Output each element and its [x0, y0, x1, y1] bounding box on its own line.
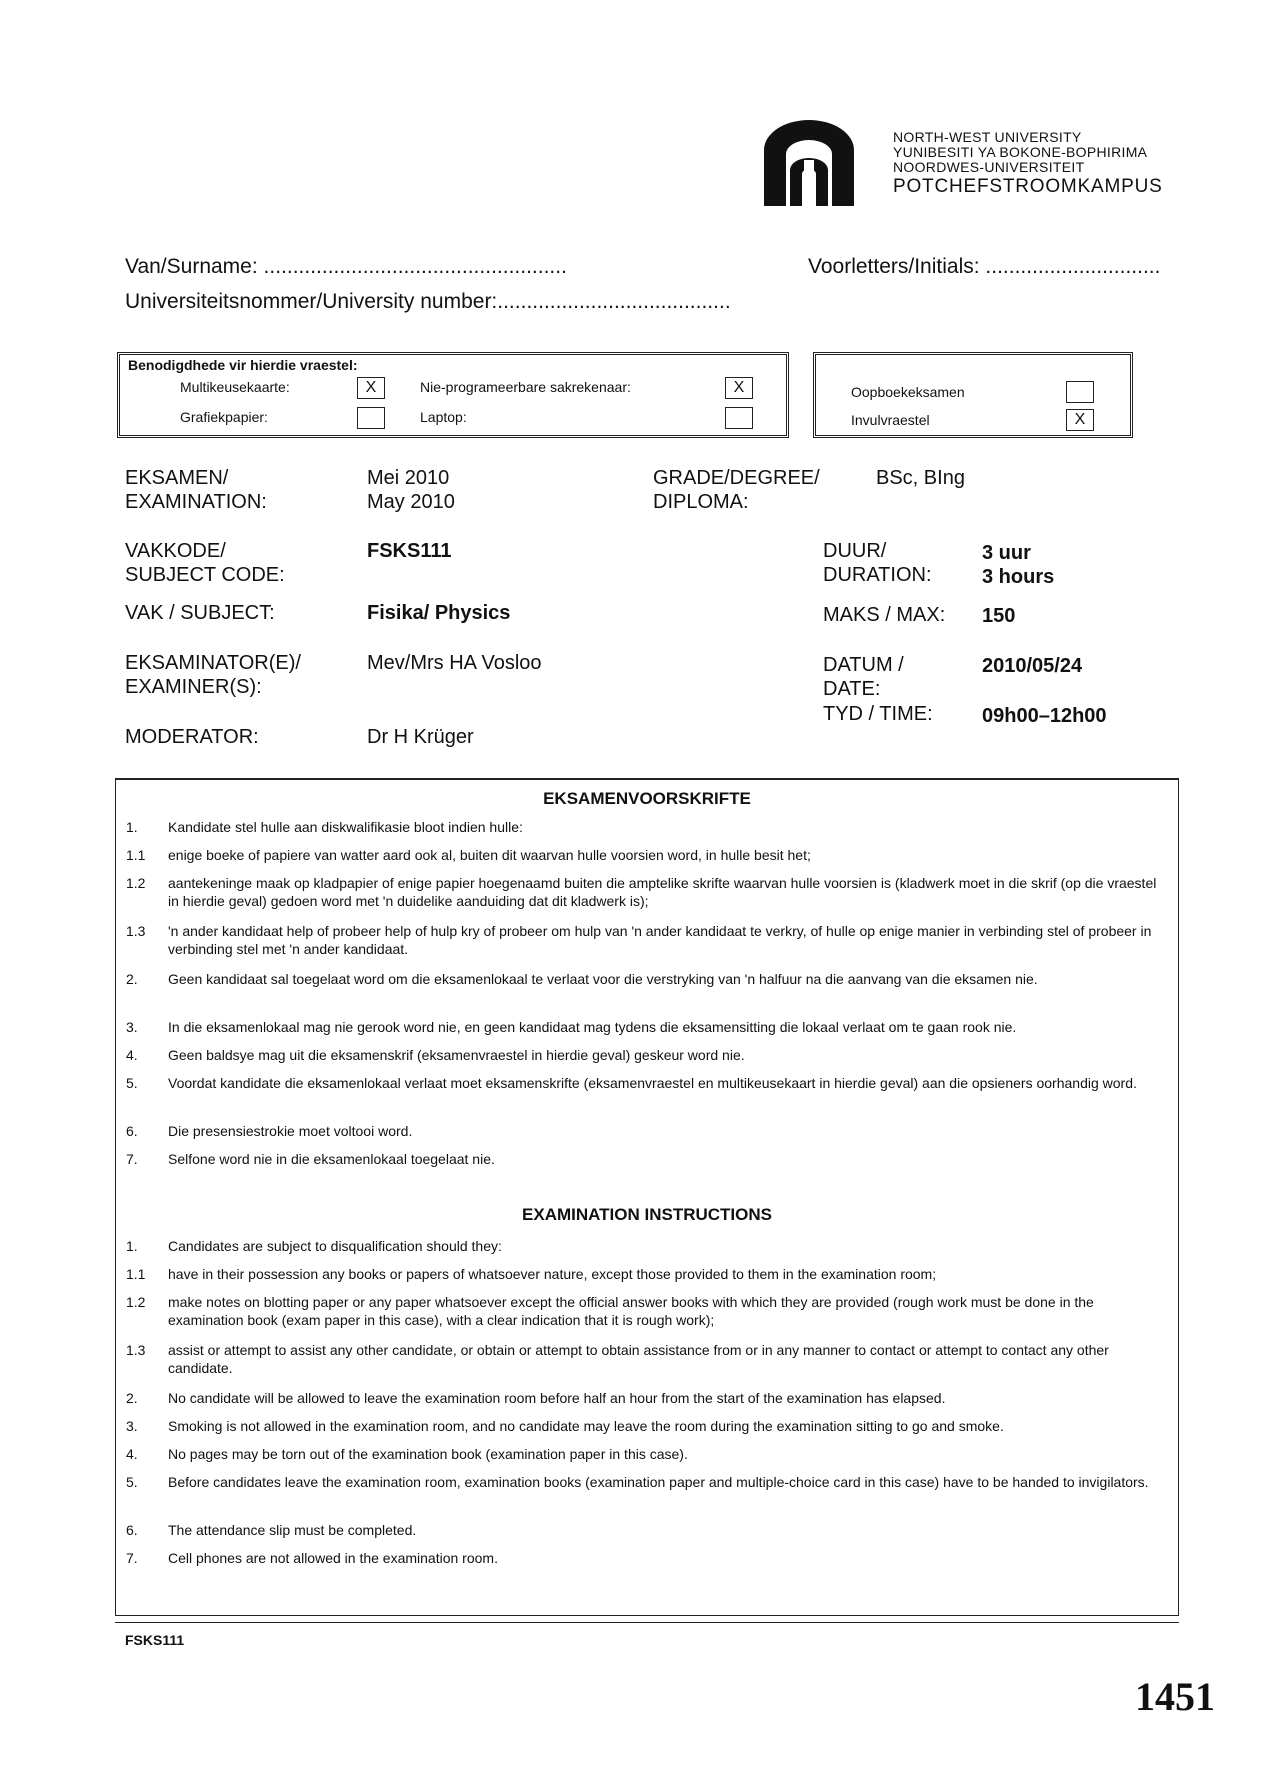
af-instruction-text: aantekeninge maak op kladpapier of enige papier hoegenaamd buiten die amptelike skrifte waarvan hulle voorsien is (kladwerk moet in die skrif (op die vraestel in hierdie geval) gedoen word met 'n duidelike aanduiding dat dit kladwerk is);	[168, 875, 1157, 909]
grade-label: GRADE/DEGREE/ DIPLOMA:	[653, 467, 820, 513]
en-instruction-text: No candidate will be allowed to leave the examination room before half an hour from the start of the examination has elapsed.	[168, 1390, 946, 1406]
af-instruction-text: Kandidate stel hulle aan diskwalifikasie bloot indien hulle:	[168, 819, 523, 835]
en-instruction-item	[126, 1341, 1166, 1377]
af-instruction-num: 6.	[126, 1123, 138, 1139]
af-instruction-item	[126, 922, 1166, 958]
en-instruction-text: Smoking is not allowed in the examination room, and no candidate may leave the room during the examination sitting to go and smoke.	[168, 1418, 1004, 1434]
english-instructions-title: EXAMINATION INSTRUCTIONS	[522, 1205, 772, 1224]
subject-code-label: VAKKODE/ SUBJECT CODE:	[125, 540, 285, 586]
en-instruction-item	[126, 1445, 1166, 1463]
af-instruction-text: enige boeke of papiere van watter aard ook al, buiten dit waarvan hulle voorsien word, in hulle besit het;	[168, 847, 811, 863]
af-instruction-num: 7.	[126, 1151, 138, 1167]
req-label-calculator: Nie-programeerbare sakrekenaar:	[420, 379, 631, 395]
af-instruction-num: 1.1	[126, 847, 146, 863]
af-instruction-num: 4.	[126, 1047, 138, 1063]
duration-label: DUUR/ DURATION:	[823, 540, 932, 586]
en-instruction-item	[126, 1521, 1166, 1539]
en-instruction-num: 1.	[126, 1238, 138, 1254]
time-value: 09h00–12h00	[982, 705, 1107, 727]
en-instruction-num: 4.	[126, 1446, 138, 1462]
af-instruction-item	[126, 1122, 1166, 1140]
req-label-graph-paper: Grafiekpapier:	[180, 409, 268, 425]
en-instruction-text: No pages may be torn out of the examination book (examination paper in this case).	[168, 1446, 688, 1462]
moderator-value: Dr H Krüger	[367, 726, 474, 748]
exam-type-label-fill-in: Invulvraestel	[851, 412, 930, 428]
req-checkbox-calculator[interactable]: X	[725, 377, 753, 399]
af-instruction-text: Geen kandidaat sal toegelaat word om die eksamenlokaal te verlaat voor die verstryking van 'n halfuur na die aanvang van die eksamen nie.	[168, 971, 1038, 987]
en-instruction-num: 3.	[126, 1418, 138, 1434]
af-instruction-item	[126, 1018, 1166, 1036]
en-instruction-text: Cell phones are not allowed in the examination room.	[168, 1550, 498, 1566]
en-instruction-text: Candidates are subject to disqualification should they:	[168, 1238, 502, 1254]
af-instruction-num: 3.	[126, 1019, 138, 1035]
en-instruction-item	[126, 1293, 1166, 1329]
en-instruction-item	[126, 1265, 1166, 1283]
af-instruction-item	[126, 874, 1166, 910]
af-instruction-text: Voordat kandidate die eksamenlokaal verlaat moet eksamenskrifte (eksamenvraestel en multikeusekaart in hierdie geval) aan die opsieners oorhandig word.	[168, 1075, 1137, 1091]
en-instruction-num: 6.	[126, 1522, 138, 1538]
exam-value: Mei 2010 May 2010	[367, 467, 455, 513]
af-instruction-num: 1.2	[126, 875, 146, 891]
subject-code-value: FSKS111	[367, 540, 452, 562]
examiner-value: Mev/Mrs HA Vosloo	[367, 652, 542, 674]
en-instruction-text: make notes on blotting paper or any paper whatsoever except the official answer books with which they are provided (rough work must be done in the examination book (exam paper in this case), with a clear indication that it is rough work);	[168, 1294, 1094, 1328]
requirements-box	[117, 352, 789, 438]
exam-type-box	[813, 352, 1133, 438]
subject-label: VAK / SUBJECT:	[125, 602, 275, 624]
exam-type-label-open-book: Oopboekeksamen	[851, 384, 965, 400]
en-instruction-text: Before candidates leave the examination room, examination books (examination paper and multiple-choice card in this case) have to be handed to invigilators.	[168, 1474, 1149, 1490]
af-instruction-text: Selfone word nie in die eksamenlokaal toegelaat nie.	[168, 1151, 495, 1167]
university-name-af: NOORDWES-UNIVERSITEIT	[893, 159, 1085, 175]
exam-type-checkbox-fill-in[interactable]: X	[1066, 409, 1094, 431]
en-instruction-item	[126, 1389, 1166, 1407]
university-name-en: NORTH-WEST UNIVERSITY	[893, 129, 1082, 145]
en-instruction-item	[126, 1237, 1166, 1255]
af-instruction-item	[126, 818, 1166, 836]
surname-field[interactable]: Van/Surname: ....................................................	[125, 255, 567, 278]
en-instruction-text: assist or attempt to assist any other candidate, or obtain or attempt to obtain assistance from or in any manner to contact or attempt to contact any other candidate.	[168, 1342, 1109, 1376]
en-instruction-num: 1.3	[126, 1342, 146, 1358]
max-label: MAKS / MAX:	[823, 604, 946, 626]
footer-divider	[115, 1622, 1179, 1623]
duration-value: 3 uur 3 hours	[982, 542, 1055, 588]
en-instruction-item	[126, 1549, 1166, 1567]
af-instruction-text: In die eksamenlokaal mag nie gerook word nie, en geen kandidaat mag tydens die eksamensitting die lokaal verlaat om te gaan rook nie.	[168, 1019, 1017, 1035]
af-instruction-item	[126, 1150, 1166, 1168]
requirements-title: Benodigdhede vir hierdie vraestel:	[128, 357, 358, 373]
en-instruction-num: 7.	[126, 1550, 138, 1566]
subject-value: Fisika/ Physics	[367, 602, 511, 624]
en-instruction-num: 1.2	[126, 1294, 146, 1310]
grade-value: BSc, BIng	[876, 467, 965, 489]
time-label: TYD / TIME:	[823, 703, 933, 725]
af-instruction-item	[126, 970, 1166, 988]
date-label: DATUM / DATE:	[823, 654, 904, 700]
university-logo	[760, 120, 858, 208]
af-instruction-num: 5.	[126, 1075, 138, 1091]
date-value: 2010/05/24	[982, 655, 1083, 677]
page-number: 1451	[1135, 1674, 1215, 1719]
en-instruction-item	[126, 1417, 1166, 1435]
req-checkbox-mc-cards[interactable]: X	[357, 377, 385, 399]
req-checkbox-laptop[interactable]	[725, 407, 753, 429]
instructions-box	[115, 778, 1179, 1616]
footer-subject-code: FSKS111	[125, 1632, 185, 1648]
req-label-mc-cards: Multikeusekaarte:	[180, 379, 290, 395]
en-instruction-num: 5.	[126, 1474, 138, 1490]
af-instruction-item	[126, 1074, 1166, 1092]
en-instruction-num: 1.1	[126, 1266, 146, 1282]
university-number-field[interactable]: Universiteitsnommer/University number:........................................	[125, 290, 731, 313]
req-checkbox-graph-paper[interactable]	[357, 407, 385, 429]
initials-field[interactable]: Voorletters/Initials: ..............................	[808, 255, 1161, 278]
af-instruction-item	[126, 1046, 1166, 1064]
af-instruction-num: 1.3	[126, 923, 146, 939]
af-instruction-num: 1.	[126, 819, 138, 835]
req-label-laptop: Laptop:	[420, 409, 467, 425]
en-instruction-item	[126, 1473, 1166, 1491]
examiner-label: EKSAMINATOR(E)/ EXAMINER(S):	[125, 652, 301, 698]
moderator-label: MODERATOR:	[125, 726, 259, 748]
exam-type-checkbox-open-book[interactable]	[1066, 381, 1094, 403]
af-instruction-text: 'n ander kandidaat help of probeer help of hulp kry of probeer om hulp van 'n ander kandidaat te verkry, of hulle op enige manier in verbinding stel of probeer in verbinding stel met 'n ander kandidaat.	[168, 923, 1152, 957]
en-instruction-text: The attendance slip must be completed.	[168, 1522, 417, 1538]
exam-label: EKSAMEN/ EXAMINATION:	[125, 467, 267, 513]
af-instruction-text: Die presensiestrokie moet voltooi word.	[168, 1123, 413, 1139]
campus-name: POTCHEFSTROOMKAMPUS	[893, 176, 1163, 197]
af-instruction-num: 2.	[126, 971, 138, 987]
af-instruction-item	[126, 846, 1166, 864]
university-name-block	[893, 130, 1163, 199]
af-instruction-text: Geen baldsye mag uit die eksamenskrif (eksamenvraestel in hierdie geval) geskeur word nie.	[168, 1047, 745, 1063]
max-value: 150	[982, 605, 1016, 627]
en-instruction-text: have in their possession any books or papers of whatsoever nature, except those provided to them in the examination room;	[168, 1266, 937, 1282]
en-instruction-num: 2.	[126, 1390, 138, 1406]
afrikaans-instructions-title: EKSAMENVOORSKRIFTE	[543, 789, 751, 808]
university-name-tn: YUNIBESITI YA BOKONE-BOPHIRIMA	[893, 144, 1148, 160]
